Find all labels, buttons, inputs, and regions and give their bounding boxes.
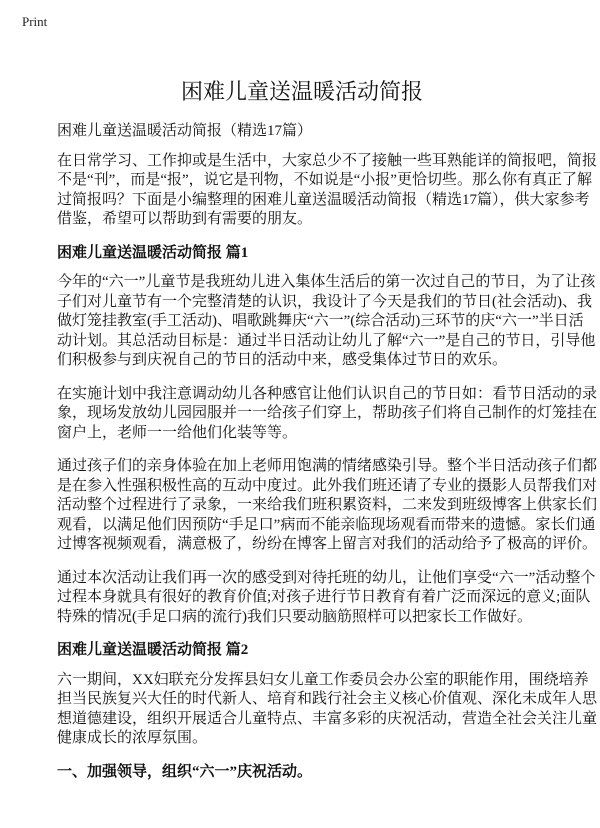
text-line: 过博客视频观看，满意极了，纷纷在博客上留言对我们的活动给予了极高的评价。 (57, 536, 598, 552)
text-line: 健康成长的浓厚氛围。 (57, 730, 208, 746)
text-line: 过程本身就具有很好的教育价值;对孩子进行节日教育有着广泛而深远的意义;面队 (57, 589, 591, 605)
text-line: 想道德建设，组织开展适合儿童特点、丰富多彩的庆祝活动，营造全社会关注儿童 (57, 710, 598, 727)
text-line: 是在参入性强积极性高的互动中度过。此外我们班还请了专业的摄影人员帮我们对 (57, 477, 598, 494)
paragraph (57, 671, 598, 749)
section-heading-2: 困难儿童送温暖活动简报 篇2 (57, 642, 249, 658)
section-heading-1: 困难儿童送温暖活动简报 篇1 (57, 244, 249, 261)
text-line: 活动整个过程进行了录象，一来给我们班积累资料，二来发到班级博客上供家长们 (57, 497, 598, 513)
paragraph (57, 457, 598, 555)
paragraph (57, 569, 596, 628)
document-body (57, 78, 598, 792)
document-subtitle: 困难儿童送温暖活动简报（精选17篇） (57, 123, 313, 139)
paragraph (57, 385, 598, 444)
text-line: 不是“刊”，而是“报”，说它是刊物，不如说是“小报”更恰切些。那么你有真正了解 (57, 172, 592, 188)
text-line: 在实施计划中我注意调动幼儿各种感官让他们认识自己的节日如：看节日活动的录 (57, 385, 598, 402)
text-line: 借鉴，希望可以帮助到有需要的朋友。 (57, 211, 313, 227)
intro-paragraph (57, 152, 598, 230)
text-line: 在日常学习、工作抑或是生活中，大家总少不了接触一些耳熟能详的简报吧，简报 (57, 152, 598, 169)
text-line: 象，现场发放幼儿园园服并一一给孩子们穿上，帮助孩子们将自己制作的灯笼挂在 (57, 405, 598, 421)
print-link[interactable]: Print (22, 14, 48, 29)
text-line: 过简报吗？下面是小编整理的困难儿童送温暖活动简报（精选17篇），供大家参考 (57, 191, 590, 208)
paragraph (57, 273, 596, 371)
subsection-heading: 一、加强领导，组织“六一”庆祝活动。 (57, 763, 313, 780)
text-line: 动计划。其总活动目标是：通过半日活动让幼儿了解“六一”是自己的节日，引导他 (57, 332, 596, 349)
text-line: 做灯笼挂教室(手工活动)、唱歌跳舞庆“六一”(综合活动)三环节的庆“六一”半日活 (57, 313, 584, 329)
text-line: 窗户上，老师一一给他们化装等等。 (57, 424, 298, 441)
text-line: 子们对儿童节有一个完整清楚的认识，我设计了今天是我们的节日(社会活动)、我 (57, 293, 592, 310)
text-line: 观看，以满足他们因预防“手足口”病而不能亲临现场观看而带来的遗憾。家长们通 (57, 516, 596, 533)
text-line: 通过孩子们的亲身体验在加上老师用饱满的情绪感染引导。整个半日活动孩子们都 (57, 458, 598, 474)
page-title: 困难儿童送温暖活动简报 (180, 79, 423, 104)
text-line: 六一期间，XX妇联充分发挥县妇女儿童工作委员会办公室的职能作用，围绕培养 (57, 671, 589, 688)
text-line: 担当民族复兴大任的时代新人、培育和践行社会主义核心价值观、深化未成年人思 (57, 691, 598, 707)
text-line: 通过本次活动让我们再一次的感受到对待托班的幼儿，让他们享受“六一”活动整个 (57, 569, 596, 586)
text-line: 们积极参与到庆祝自己的节日的活动中来，感受集体过节日的欢乐。 (57, 352, 508, 368)
text-line: 特殊的情况(手足口病的流行)我们只要动脑筋照样可以把家长工作做好。 (57, 608, 532, 625)
text-line: 今年的“六一”儿童节是我班幼儿进入集体生活后的第一次过自己的节日，为了让孩 (57, 274, 596, 290)
